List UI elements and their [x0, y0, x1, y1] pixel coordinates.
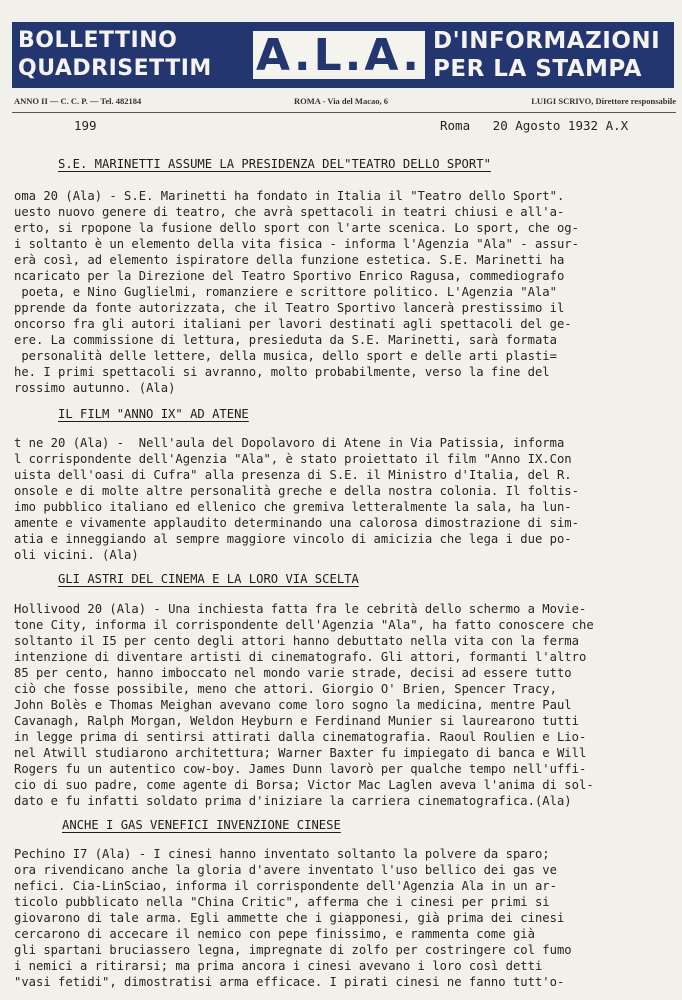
- article-line: personalità delle lettere, della musica, dello sport e delle arti plasti=: [14, 349, 557, 363]
- article-line: i soltanto è un elemento della vita fisica - informa l'Agenzia "Ala" - assur-: [14, 237, 579, 251]
- masthead-stampa: PER LA STAMPA: [433, 56, 642, 82]
- article-line: imo pubblico italiano ed ellenico che gremiva letteralmente la sala, ha lun-: [14, 500, 572, 514]
- article-line: Cavanagh, Ralph Morgan, Weldon Heyburn e Ferdinand Munier si laurearono tutti: [14, 714, 579, 728]
- article-heading: ANCHE I GAS VENEFICI INVENZIONE CINESE: [62, 818, 341, 832]
- masthead-right: [425, 22, 674, 88]
- article-line: intenzione di diventare artisti di cinematografo. Gli attori, formanti l'altro: [14, 650, 587, 664]
- article-line: giovarono di tale arma. Egli ammette che i giapponesi, già prima dei cinesi: [14, 911, 565, 925]
- article-line: cio di suo padre, come agente di Borsa; Victor Mac Laglen aveva l'anima di sol-: [14, 778, 594, 792]
- article-line: "vasi fetidi", dimostratisi arma efficace. I pirati cinesi ne fanno tutt'o-: [14, 975, 565, 989]
- bulletin-number: 199: [74, 118, 97, 133]
- article-line: erà così, ad elemento ispiratore della funzione estetica. S.E. Marinetti ha: [14, 253, 565, 267]
- article-line: ciò che fosse possibile, meno che attori. Giorgio O' Brien, Spencer Tracy,: [14, 682, 557, 696]
- article-line: ncaricato per la Direzione del Teatro Sportivo Enrico Ragusa, commediografo: [14, 269, 565, 283]
- article-line: erto, si rpopone la fusione dello sport con l'arte scenica. Lo sport, che og-: [14, 221, 579, 235]
- masthead-informazioni: D'INFORMAZIONI: [433, 28, 661, 54]
- article-line: ere. La commissione di lettura, presieduta da S.E. Marinetti, sarà formata: [14, 333, 557, 347]
- article-line: l corrispondente dell'Agenzia "Ala", è stato proiettato il film "Anno IX.Con: [14, 452, 572, 466]
- article-line: nefici. Cia-LinSciao, informa il corrispondente dell'Agenzia Ala in un ar-: [14, 879, 557, 893]
- article-line: uista dell'oasi di Cufra" alla presenza di S.E. il Ministro d'Italia, del R.: [14, 468, 572, 482]
- article-line: soltanto il I5 per cento degli attori hanno debuttato nella vita con la ferma: [14, 634, 579, 648]
- subhead-director: LUIGI SCRIVO, Direttore responsabile: [531, 96, 676, 106]
- article-heading: S.E. MARINETTI ASSUME LA PRESIDENZA DEL"TEATRO DELLO SPORT": [58, 157, 491, 171]
- article-line: Rogers fu un autentico cow-boy. James Dunn lavorò per qualche tempo nell'uffi-: [14, 762, 587, 776]
- article-line: uesto nuovo genere di teatro, che avrà spettacoli in teatri chiusi e all'a-: [14, 205, 565, 219]
- article-line: nel Atwill studiarono architettura; Warner Baxter fu impiegato di banca e Will: [14, 746, 587, 760]
- article-line: pprende da fonte autorizzata, che il Teatro Sportivo lancerà prestissimo il: [14, 301, 565, 315]
- subhead-left: ANNO II — C. C. P. — Tel. 482184: [14, 96, 142, 106]
- article-line: oncorso fra gli autori italiani per lavori destinati agli spettacoli del ge-: [14, 317, 572, 331]
- article-line: gli spartani bruciassero legna, impregnate di zolfo per costringere col fumo: [14, 943, 572, 957]
- header-rule: [12, 112, 676, 113]
- masthead-quadrisettim: QUADRISETTIM: [18, 56, 212, 81]
- article-line: 85 per cento, hanno imboccato nel mondo varie strade, decisi ad essere tutto: [14, 666, 572, 680]
- masthead-ala: A.L.A.: [256, 29, 422, 81]
- article-line: ora rivendicano anche la gloria d'avere inventato l'uso bellico dei gas ve: [14, 863, 557, 877]
- article-line: poeta, e Nino Guglielmi, romanziere e scrittore politico. L'Agenzia "Ala": [14, 285, 557, 299]
- article-line: he. I primi spettacoli si avranno, molto probabilmente, verso la fine del: [14, 365, 550, 379]
- masthead-logo: [253, 26, 425, 84]
- article-line: John Bolès e Thomas Meighan avevano come loro sogno la medicina, mentre Paul: [14, 698, 572, 712]
- article-line: i nemici a ritirarsi; ma prima ancora i cinesi avevano i loro così detti: [14, 959, 543, 973]
- article-heading: GLI ASTRI DEL CINEMA E LA LORO VIA SCELTA: [58, 572, 359, 586]
- article-line: rossimo autunno. (Ala): [14, 381, 176, 395]
- article-line: cercarono di accecare il nemico con pepe finissimo, e rammenta come già: [14, 927, 535, 941]
- article-line: dato e fu infatti soldato prima d'iniziare la carriera cinematografica.(Ala): [14, 794, 572, 808]
- bulletin-date: Roma 20 Agosto 1932 A.X: [440, 118, 629, 133]
- article-heading: IL FILM "ANNO IX" AD ATENE: [58, 407, 249, 421]
- article-line: onsole e di molte altre personalità greche e della nostra colonia. Il foltis-: [14, 484, 579, 498]
- article-line: oma 20 (Ala) - S.E. Marinetti ha fondato in Italia il "Teatro dello Sport".: [14, 189, 565, 203]
- article-line: tone City, informa il corrispondente dell'Agenzia "Ala", ha fatto conoscere che: [14, 618, 594, 632]
- masthead: [12, 22, 674, 88]
- article-line: amente e vivamente applaudito determinando una calorosa dimostrazione di sim-: [14, 516, 579, 530]
- subhead-address: ROMA - Via del Macao, 6: [294, 96, 388, 106]
- article-line: Hollivood 20 (Ala) - Una inchiesta fatta fra le cebrità dello schermo a Movie-: [14, 602, 587, 616]
- masthead-left: [12, 22, 253, 88]
- article-line: t ne 20 (Ala) - Nell'aula del Dopolavoro di Atene in Via Patissia, informa: [14, 436, 565, 450]
- masthead-bollettino: BOLLETTINO: [18, 28, 178, 53]
- dateline: [0, 118, 682, 134]
- article-line: ticolo pubblicato nella "China Critic", afferma che i cinesi per primi si: [14, 895, 550, 909]
- article-line: in legge prima di sentirsi attirati dalla cinematografia. Raoul Roulien e Lio-: [14, 730, 587, 744]
- article-line: Pechino I7 (Ala) - I cinesi hanno inventato soltanto la polvere da sparo;: [14, 847, 550, 861]
- article-line: atia e inneggiando al sempre maggiore vincolo di amicizia che lega i due po-: [14, 532, 572, 546]
- article-line: oli vicini. (Ala): [14, 548, 139, 562]
